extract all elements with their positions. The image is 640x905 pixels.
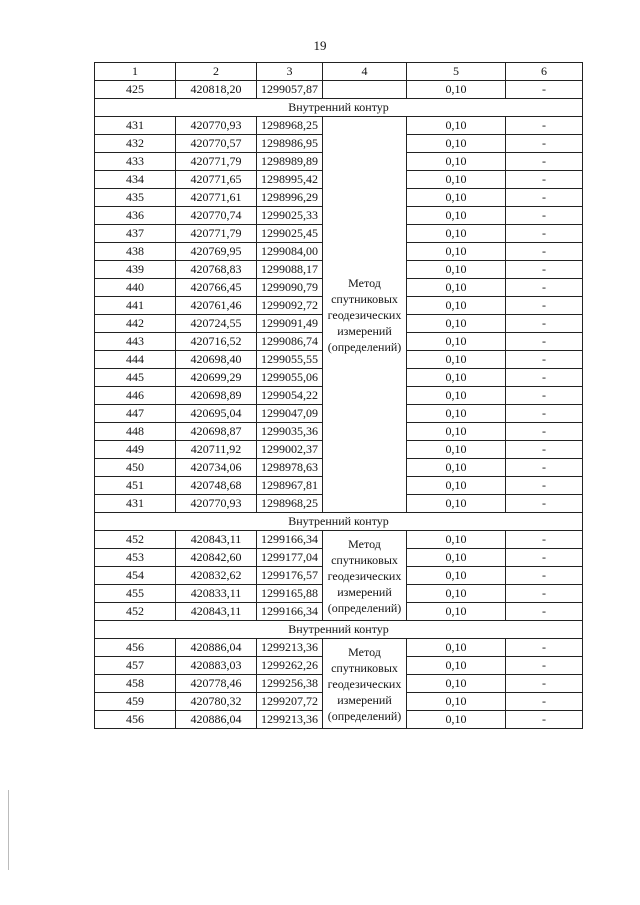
page-number: 19: [313, 38, 327, 53]
note-cell: -: [506, 351, 583, 369]
y-coordinate-cell: 1299165,88: [257, 585, 323, 603]
note-cell: -: [506, 243, 583, 261]
note-cell: -: [506, 693, 583, 711]
header-cell: 2: [176, 63, 257, 81]
note-cell: -: [506, 675, 583, 693]
y-coordinate-cell: 1299091,49: [257, 315, 323, 333]
accuracy-cell: 0,10: [407, 405, 506, 423]
y-coordinate-cell: 1299088,17: [257, 261, 323, 279]
y-coordinate-cell: 1298967,81: [257, 477, 323, 495]
point-number-cell: 442: [95, 315, 176, 333]
section-header-row: [95, 513, 583, 531]
y-coordinate-cell: 1299262,26: [257, 657, 323, 675]
x-coordinate-cell: 420766,45: [176, 279, 257, 297]
accuracy-cell: 0,10: [407, 189, 506, 207]
accuracy-cell: 0,10: [407, 315, 506, 333]
note-cell: -: [506, 117, 583, 135]
table-row: [95, 81, 583, 99]
point-number-cell: 450: [95, 459, 176, 477]
accuracy-cell: 0,10: [407, 135, 506, 153]
note-cell: -: [506, 369, 583, 387]
accuracy-cell: 0,10: [407, 117, 506, 135]
note-cell: -: [506, 423, 583, 441]
header-cell: 1: [95, 63, 176, 81]
note-cell: -: [506, 603, 583, 621]
note-cell: -: [506, 585, 583, 603]
note-cell: -: [506, 441, 583, 459]
y-coordinate-cell: 1299086,74: [257, 333, 323, 351]
note-cell: -: [506, 315, 583, 333]
note-cell: -: [506, 711, 583, 729]
x-coordinate-cell: 420748,68: [176, 477, 257, 495]
point-number-cell: 449: [95, 441, 176, 459]
note-cell: -: [506, 405, 583, 423]
x-coordinate-cell: 420780,32: [176, 693, 257, 711]
point-number-cell: 452: [95, 531, 176, 549]
x-coordinate-cell: 420771,61: [176, 189, 257, 207]
x-coordinate-cell: 420771,79: [176, 153, 257, 171]
method-cell: Метод спутниковых геодезических измерений (определений): [323, 639, 407, 729]
y-coordinate-cell: 1298996,29: [257, 189, 323, 207]
x-coordinate-cell: 420699,29: [176, 369, 257, 387]
y-coordinate-cell: 1299207,72: [257, 693, 323, 711]
note-cell: -: [506, 207, 583, 225]
point-number-cell: 455: [95, 585, 176, 603]
table-body: [95, 63, 583, 729]
point-number-cell: 425: [95, 81, 176, 99]
margin-line: [8, 790, 9, 870]
point-number-cell: 441: [95, 297, 176, 315]
point-number-cell: 459: [95, 693, 176, 711]
y-coordinate-cell: 1299092,72: [257, 297, 323, 315]
y-coordinate-cell: 1299166,34: [257, 603, 323, 621]
accuracy-cell: 0,10: [407, 693, 506, 711]
point-number-cell: 437: [95, 225, 176, 243]
accuracy-cell: 0,10: [407, 387, 506, 405]
note-cell: -: [506, 135, 583, 153]
note-cell: -: [506, 387, 583, 405]
y-coordinate-cell: 1299055,06: [257, 369, 323, 387]
point-number-cell: 458: [95, 675, 176, 693]
x-coordinate-cell: 420734,06: [176, 459, 257, 477]
x-coordinate-cell: 420886,04: [176, 639, 257, 657]
section-title: Внутренний контур: [95, 99, 583, 117]
x-coordinate-cell: 420698,87: [176, 423, 257, 441]
point-number-cell: 446: [95, 387, 176, 405]
x-coordinate-cell: 420778,46: [176, 675, 257, 693]
x-coordinate-cell: 420770,57: [176, 135, 257, 153]
method-cell: [323, 81, 407, 99]
y-coordinate-cell: 1299055,55: [257, 351, 323, 369]
y-coordinate-cell: 1299002,37: [257, 441, 323, 459]
y-coordinate-cell: 1298968,25: [257, 495, 323, 513]
y-coordinate-cell: 1298978,63: [257, 459, 323, 477]
table-row: [95, 117, 583, 135]
point-number-cell: 451: [95, 477, 176, 495]
y-coordinate-cell: 1299166,34: [257, 531, 323, 549]
y-coordinate-cell: 1299213,36: [257, 711, 323, 729]
accuracy-cell: 0,10: [407, 459, 506, 477]
header-cell: 6: [506, 63, 583, 81]
note-cell: -: [506, 189, 583, 207]
point-number-cell: 443: [95, 333, 176, 351]
note-cell: -: [506, 549, 583, 567]
accuracy-cell: 0,10: [407, 477, 506, 495]
y-coordinate-cell: 1299057,87: [257, 81, 323, 99]
y-coordinate-cell: 1299213,36: [257, 639, 323, 657]
x-coordinate-cell: 420761,46: [176, 297, 257, 315]
point-number-cell: 454: [95, 567, 176, 585]
table-row: [95, 531, 583, 549]
method-cell: Метод спутниковых геодезических измерений (определений): [323, 531, 407, 621]
accuracy-cell: 0,10: [407, 639, 506, 657]
x-coordinate-cell: 420842,60: [176, 549, 257, 567]
section-title: Внутренний контур: [95, 621, 583, 639]
header-cell: 5: [407, 63, 506, 81]
y-coordinate-cell: 1299177,04: [257, 549, 323, 567]
section-header-row: [95, 621, 583, 639]
point-number-cell: 435: [95, 189, 176, 207]
note-cell: -: [506, 81, 583, 99]
note-cell: -: [506, 477, 583, 495]
note-cell: -: [506, 279, 583, 297]
note-cell: -: [506, 225, 583, 243]
note-cell: -: [506, 297, 583, 315]
accuracy-cell: 0,10: [407, 279, 506, 297]
x-coordinate-cell: 420833,11: [176, 585, 257, 603]
x-coordinate-cell: 420832,62: [176, 567, 257, 585]
note-cell: -: [506, 153, 583, 171]
table-row: [95, 639, 583, 657]
accuracy-cell: 0,10: [407, 153, 506, 171]
point-number-cell: 447: [95, 405, 176, 423]
accuracy-cell: 0,10: [407, 603, 506, 621]
accuracy-cell: 0,10: [407, 351, 506, 369]
y-coordinate-cell: 1299054,22: [257, 387, 323, 405]
x-coordinate-cell: 420771,79: [176, 225, 257, 243]
x-coordinate-cell: 420698,40: [176, 351, 257, 369]
point-number-cell: 453: [95, 549, 176, 567]
point-number-cell: 444: [95, 351, 176, 369]
y-coordinate-cell: 1299025,33: [257, 207, 323, 225]
accuracy-cell: 0,10: [407, 297, 506, 315]
point-number-cell: 433: [95, 153, 176, 171]
note-cell: -: [506, 567, 583, 585]
x-coordinate-cell: 420768,83: [176, 261, 257, 279]
point-number-cell: 448: [95, 423, 176, 441]
accuracy-cell: 0,10: [407, 333, 506, 351]
point-number-cell: 431: [95, 495, 176, 513]
accuracy-cell: 0,10: [407, 549, 506, 567]
x-coordinate-cell: 420769,95: [176, 243, 257, 261]
accuracy-cell: 0,10: [407, 261, 506, 279]
method-cell: Метод спутниковых геодезических измерений (определений): [323, 117, 407, 513]
y-coordinate-cell: 1299176,57: [257, 567, 323, 585]
accuracy-cell: 0,10: [407, 567, 506, 585]
coordinates-table: [94, 62, 583, 729]
note-cell: -: [506, 495, 583, 513]
accuracy-cell: 0,10: [407, 423, 506, 441]
accuracy-cell: 0,10: [407, 711, 506, 729]
y-coordinate-cell: 1298989,89: [257, 153, 323, 171]
accuracy-cell: 0,10: [407, 441, 506, 459]
note-cell: -: [506, 459, 583, 477]
accuracy-cell: 0,10: [407, 495, 506, 513]
point-number-cell: 436: [95, 207, 176, 225]
x-coordinate-cell: 420843,11: [176, 531, 257, 549]
x-coordinate-cell: 420843,11: [176, 603, 257, 621]
header-row: [95, 63, 583, 81]
note-cell: -: [506, 171, 583, 189]
accuracy-cell: 0,10: [407, 207, 506, 225]
point-number-cell: 438: [95, 243, 176, 261]
x-coordinate-cell: 420883,03: [176, 657, 257, 675]
point-number-cell: 440: [95, 279, 176, 297]
note-cell: -: [506, 261, 583, 279]
y-coordinate-cell: 1299084,00: [257, 243, 323, 261]
section-header-row: [95, 99, 583, 117]
y-coordinate-cell: 1299047,09: [257, 405, 323, 423]
point-number-cell: 431: [95, 117, 176, 135]
point-number-cell: 457: [95, 657, 176, 675]
note-cell: -: [506, 657, 583, 675]
accuracy-cell: 0,10: [407, 81, 506, 99]
point-number-cell: 452: [95, 603, 176, 621]
y-coordinate-cell: 1299035,36: [257, 423, 323, 441]
accuracy-cell: 0,10: [407, 531, 506, 549]
point-number-cell: 456: [95, 639, 176, 657]
y-coordinate-cell: 1298968,25: [257, 117, 323, 135]
x-coordinate-cell: 420770,93: [176, 495, 257, 513]
accuracy-cell: 0,10: [407, 243, 506, 261]
note-cell: -: [506, 639, 583, 657]
x-coordinate-cell: 420770,93: [176, 117, 257, 135]
x-coordinate-cell: 420711,92: [176, 441, 257, 459]
note-cell: -: [506, 531, 583, 549]
header-cell: 4: [323, 63, 407, 81]
y-coordinate-cell: 1298995,42: [257, 171, 323, 189]
y-coordinate-cell: 1299090,79: [257, 279, 323, 297]
point-number-cell: 439: [95, 261, 176, 279]
accuracy-cell: 0,10: [407, 585, 506, 603]
accuracy-cell: 0,10: [407, 657, 506, 675]
accuracy-cell: 0,10: [407, 171, 506, 189]
x-coordinate-cell: 420886,04: [176, 711, 257, 729]
x-coordinate-cell: 420695,04: [176, 405, 257, 423]
header-cell: 3: [257, 63, 323, 81]
x-coordinate-cell: 420771,65: [176, 171, 257, 189]
point-number-cell: 456: [95, 711, 176, 729]
point-number-cell: 445: [95, 369, 176, 387]
x-coordinate-cell: 420698,89: [176, 387, 257, 405]
x-coordinate-cell: 420818,20: [176, 81, 257, 99]
note-cell: -: [506, 333, 583, 351]
x-coordinate-cell: 420770,74: [176, 207, 257, 225]
point-number-cell: 434: [95, 171, 176, 189]
x-coordinate-cell: 420724,55: [176, 315, 257, 333]
section-title: Внутренний контур: [95, 513, 583, 531]
y-coordinate-cell: 1299256,38: [257, 675, 323, 693]
x-coordinate-cell: 420716,52: [176, 333, 257, 351]
accuracy-cell: 0,10: [407, 675, 506, 693]
accuracy-cell: 0,10: [407, 369, 506, 387]
point-number-cell: 432: [95, 135, 176, 153]
y-coordinate-cell: 1299025,45: [257, 225, 323, 243]
accuracy-cell: 0,10: [407, 225, 506, 243]
y-coordinate-cell: 1298986,95: [257, 135, 323, 153]
